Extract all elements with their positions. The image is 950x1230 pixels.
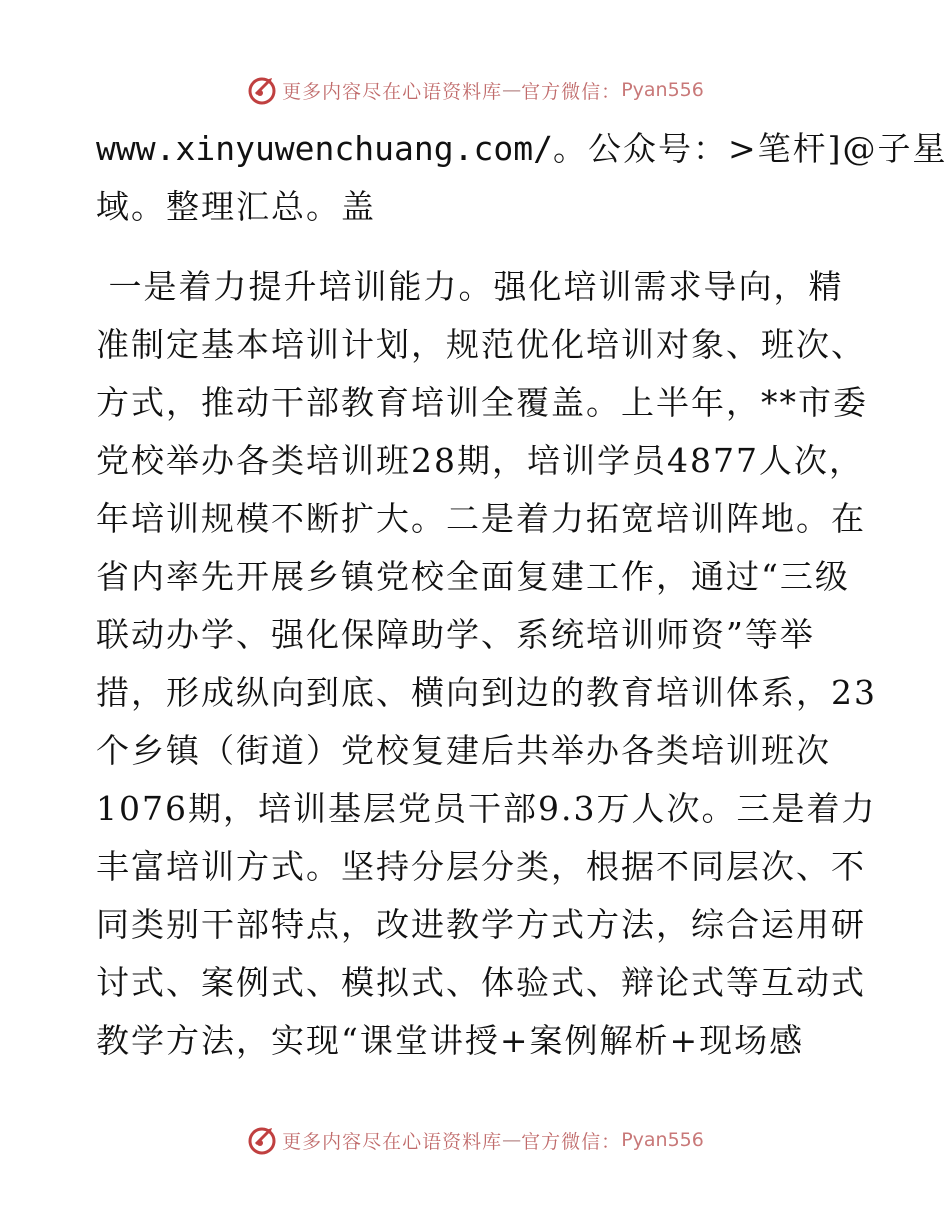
watermark-separator: — [502, 1129, 522, 1151]
header-watermark [0, 72, 950, 108]
brand-logo-icon [246, 74, 278, 106]
text-line: 党校举办各类培训班28期，培训学员4877人次， [96, 441, 864, 480]
watermark-main-text: 更多内容尽在心语资料库 [282, 80, 503, 103]
text-line: 措，形成纵向到底、横向到边的教育培训体系，23 [96, 673, 877, 712]
text-line: 域。整理汇总。盖 [96, 187, 376, 226]
paragraph-main [96, 258, 877, 1070]
watermark-wechat-label: 官方微信： [521, 1130, 622, 1153]
text-line: 教学方法，实现“课堂讲授+案例解析+现场感 [96, 1021, 805, 1060]
watermark-wechat-id: Pyan556 [621, 1129, 704, 1151]
text-line: 年培训规模不断扩大。二是着力拓宽培训阵地。在 [96, 499, 866, 538]
footer-watermark [0, 1122, 950, 1158]
text-line: 1076期，培训基层党员干部9.3万人次。三是着力 [96, 789, 877, 828]
text-line: 丰富培训方式。坚持分层分类，根据不同层次、不 [96, 847, 866, 886]
text-line: 省内率先开展乡镇党校全面复建工作，通过“三级 [96, 557, 850, 596]
watermark-main-text: 更多内容尽在心语资料库 [282, 1130, 503, 1153]
watermark-separator: — [502, 79, 522, 101]
text-line: 联动办学、强化保障助学、系统培训师资”等举 [96, 615, 815, 654]
text-line: 准制定基本培训计划，规范优化培训对象、班次、 [96, 325, 866, 364]
watermark-wechat-label: 官方微信： [521, 80, 622, 103]
text-line: 一是着力提升培训能力。强化培训需求导向，精 [96, 267, 844, 306]
text-line: 讨式、案例式、模拟式、体验式、辩论式等互动式 [96, 963, 866, 1002]
source-note: 。公众号：>笔杆]@子星 [552, 129, 948, 168]
paragraph-gap [96, 236, 856, 258]
document-body [96, 120, 948, 1070]
brand-logo-icon [246, 1124, 278, 1156]
text-line: 个乡镇（街道）党校复建后共举办各类培训班次 [96, 731, 831, 770]
website-url: www.xinyuwenchuang.com/ [96, 129, 553, 168]
watermark-wechat-id: Pyan556 [621, 79, 704, 101]
paragraph-source [96, 120, 948, 236]
text-line [96, 120, 948, 178]
text-line: 方式，推动干部教育培训全覆盖。上半年，**市委 [96, 383, 868, 422]
text-line: 同类别干部特点，改进教学方式方法，综合运用研 [96, 905, 866, 944]
